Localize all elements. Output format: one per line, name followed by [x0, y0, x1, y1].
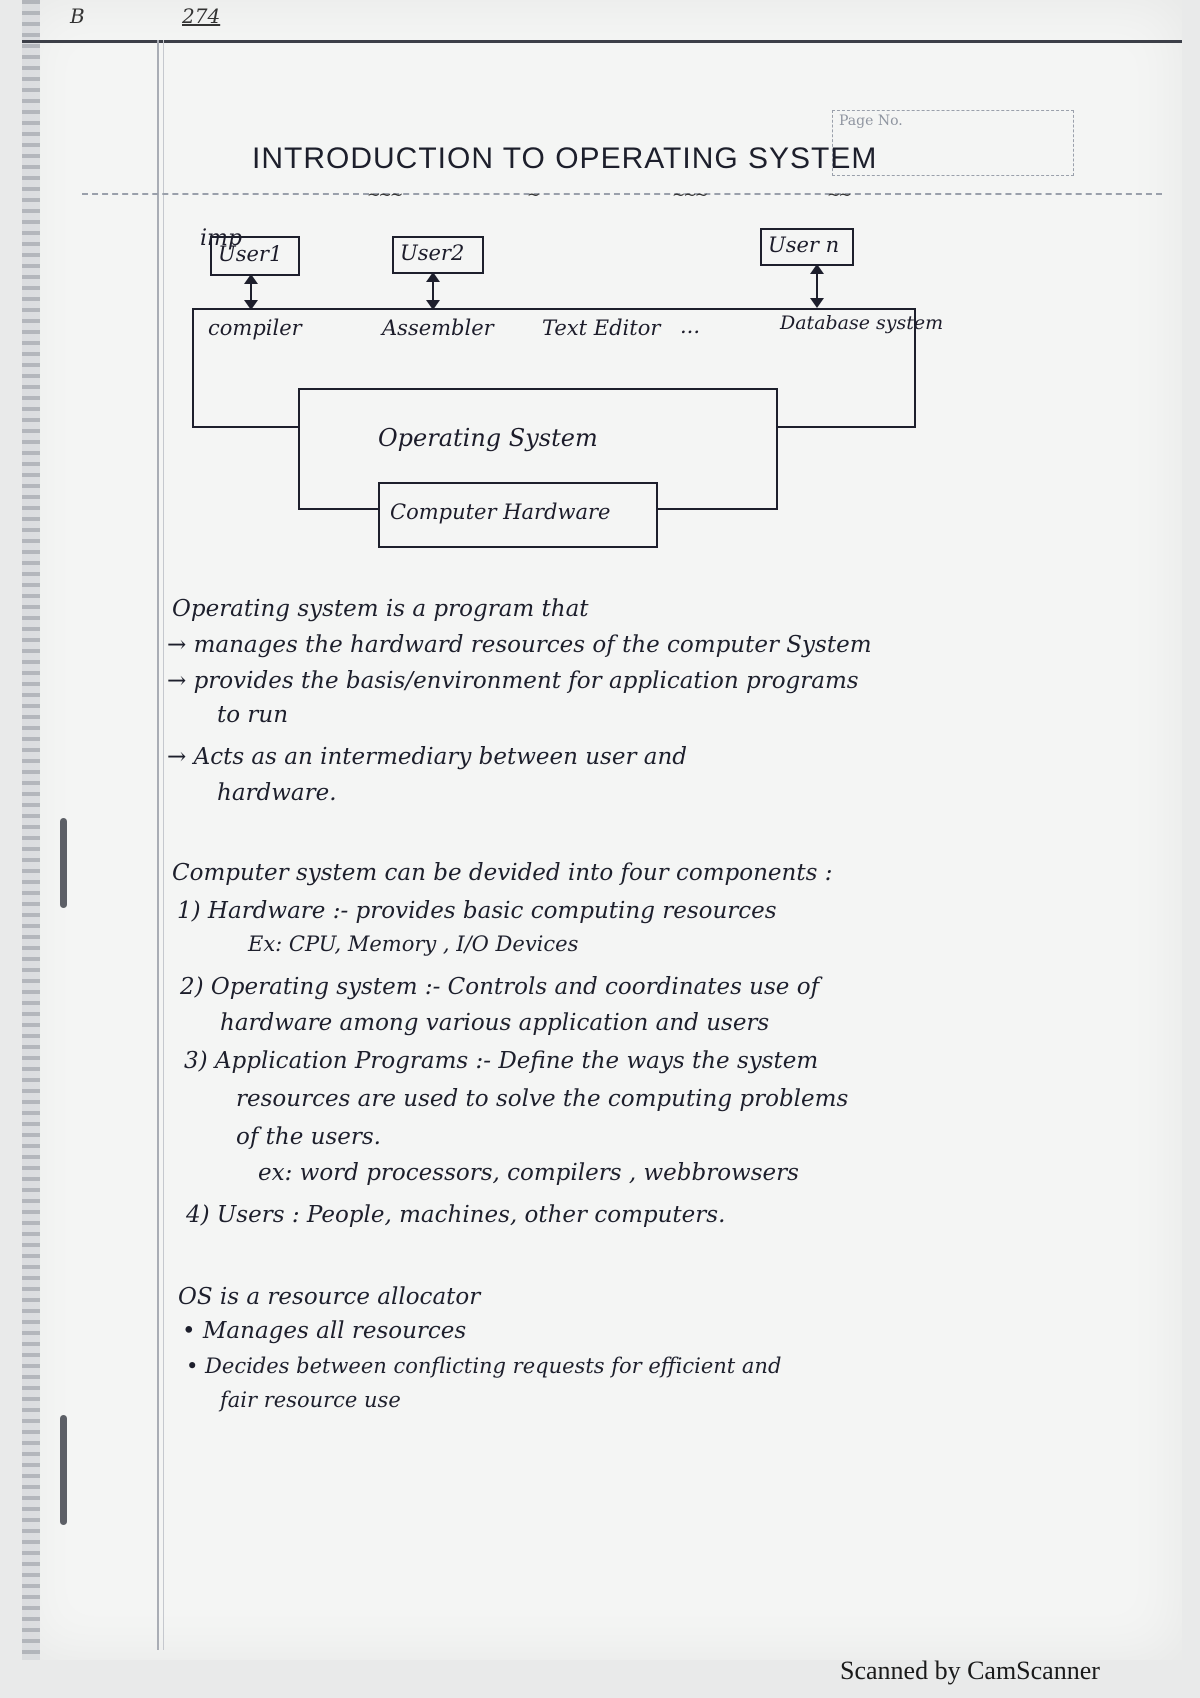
component-line: resources are used to solve the computing problems — [236, 1086, 849, 1112]
component-line: hardware among various application and users — [220, 1010, 770, 1036]
allocator-line: • Manages all resources — [182, 1318, 467, 1344]
binder-ring — [60, 1415, 67, 1525]
component-line: ex: word processors, compilers , webbrowsers — [258, 1160, 799, 1186]
component-line: 2) Operating system :- Controls and coordinates use of — [180, 974, 820, 1000]
imp-marker: imp — [200, 226, 242, 251]
user-label: User n — [768, 233, 840, 257]
component-line: 1) Hardware :- provides basic computing resources — [177, 898, 777, 924]
double-arrow — [250, 276, 252, 308]
allocator-heading: OS is a resource allocator — [178, 1284, 481, 1310]
user-label: User2 — [400, 241, 465, 265]
component-line: 3) Application Programs :- Define the ways the system — [184, 1048, 819, 1074]
double-arrow — [432, 274, 434, 308]
component-line: 4) Users : People, machines, other computers. — [186, 1202, 726, 1228]
app-label: Assembler — [382, 316, 494, 340]
title-squiggle: ~ — [527, 185, 539, 204]
definition-point: → manages the hardward resources of the computer System — [167, 632, 872, 658]
corner-mark-left: B — [70, 4, 85, 28]
app-label: ... — [680, 314, 701, 338]
double-arrow — [816, 266, 818, 306]
notebook-page — [22, 0, 1182, 1660]
allocator-line: • Decides between conflicting requests for efficient and — [186, 1354, 782, 1378]
definition-point: to run — [217, 702, 289, 728]
definition-point: hardware. — [217, 780, 337, 806]
app-label: compiler — [208, 316, 302, 340]
binder-ring — [60, 818, 67, 908]
title-squiggle: ~~~ — [367, 185, 402, 204]
app-label: Database system — [780, 312, 944, 334]
header-rule — [82, 193, 1162, 195]
margin-line-secondary — [163, 40, 164, 1650]
scanner-watermark: Scanned by CamScanner — [840, 1656, 1100, 1685]
title-squiggle: ~~~ — [672, 185, 707, 204]
user-box — [760, 228, 854, 266]
user-box — [392, 236, 484, 274]
user-box — [210, 236, 300, 276]
margin-line — [157, 40, 159, 1650]
app-label: Text Editor — [542, 316, 661, 340]
user-label: User1 — [218, 242, 283, 266]
definition-intro: Operating system is a program that — [172, 596, 589, 622]
title-squiggle: ~~ — [827, 185, 850, 204]
components-heading: Computer system can be devided into four components : — [172, 860, 833, 886]
hardware-label: Computer Hardware — [390, 500, 611, 524]
allocator-line: fair resource use — [220, 1388, 401, 1412]
binding-edge — [22, 0, 40, 1660]
hardware-layer — [378, 482, 658, 548]
page-number-label: Page No. — [839, 113, 903, 129]
os-label: Operating System — [378, 424, 598, 452]
corner-mark-right: 274 — [182, 4, 221, 28]
page-title: INTRODUCTION TO OPERATING SYSTEM — [252, 142, 878, 175]
component-line: of the users. — [236, 1124, 381, 1150]
definition-point: → provides the basis/environment for application programs — [167, 668, 859, 694]
definition-point: → Acts as an intermediary between user and — [167, 744, 688, 770]
component-line: Ex: CPU, Memory , I/O Devices — [248, 932, 579, 956]
page-top-rule — [22, 40, 1182, 43]
